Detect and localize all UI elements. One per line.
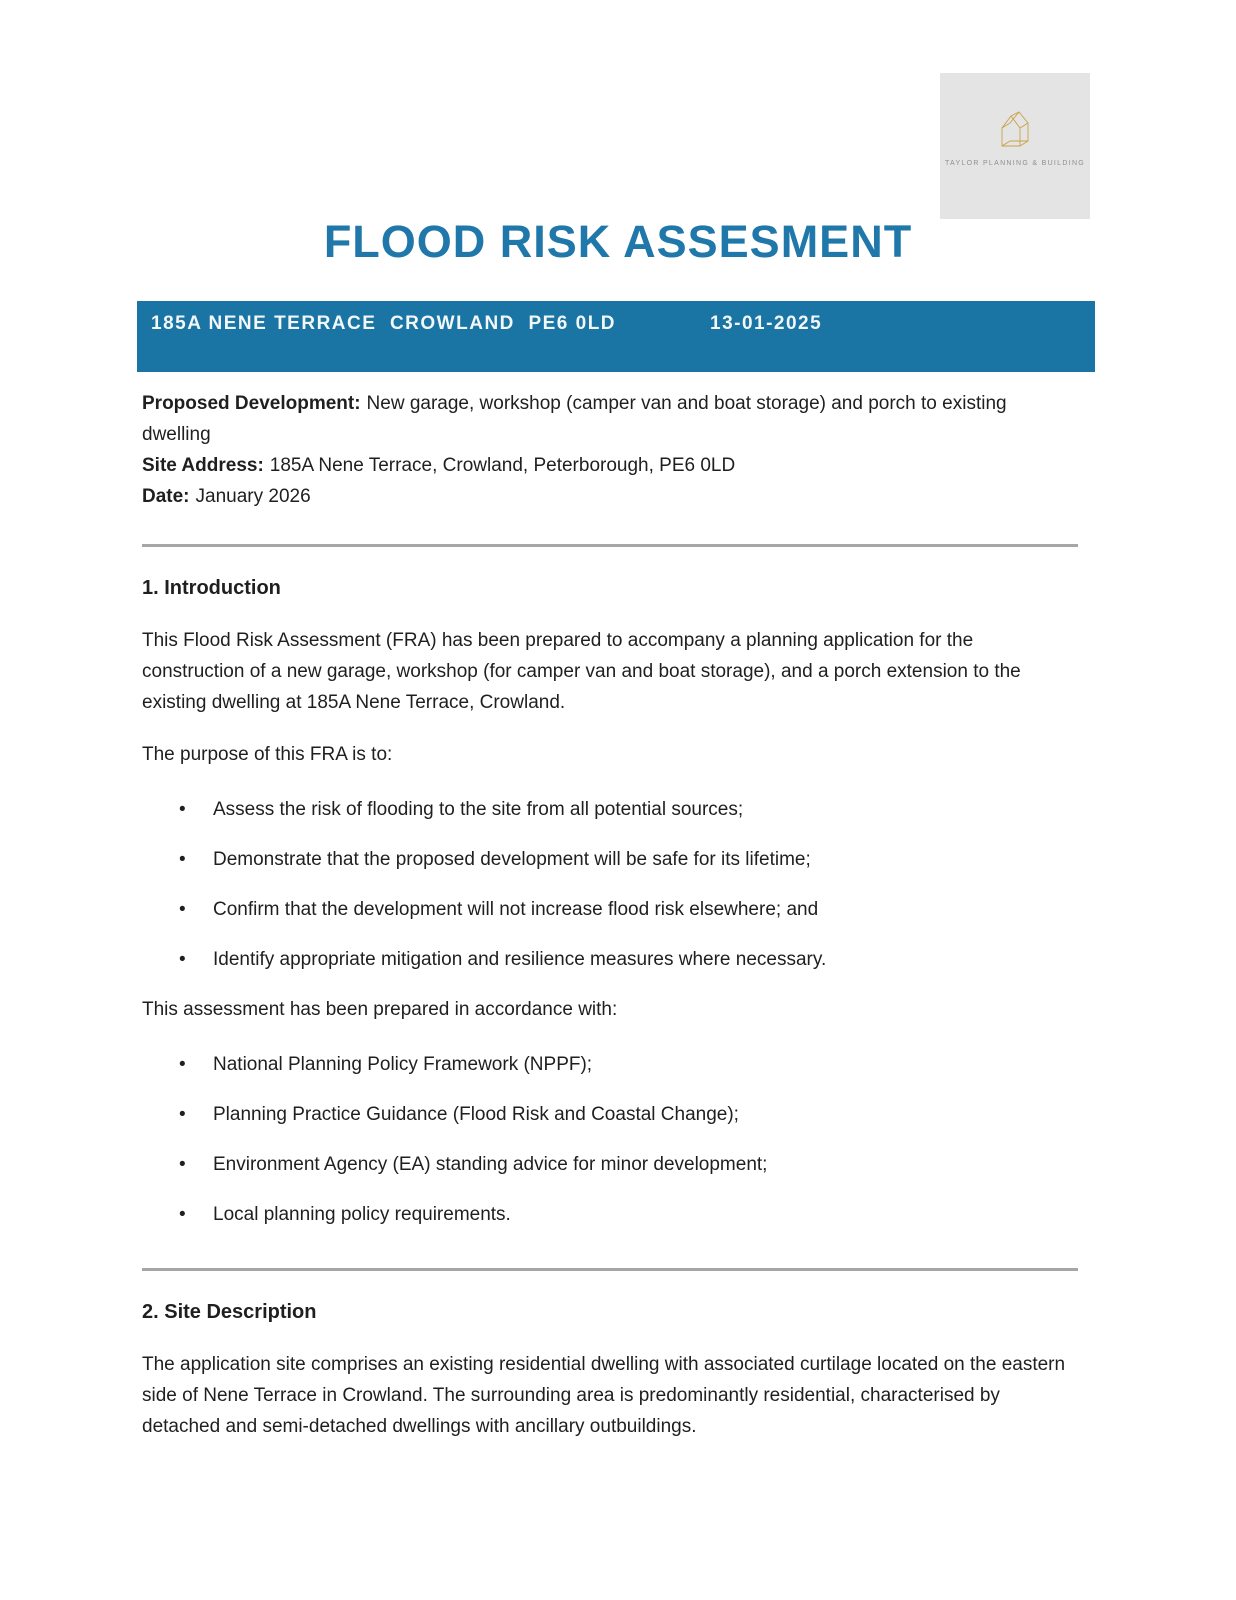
purpose-list: [142, 794, 1078, 975]
site-address-value: 185A Nene Terrace, Crowland, Peterborough, PE6 0LD: [269, 455, 736, 476]
intro-paragraph: This Flood Risk Assessment (FRA) has been prepared to accompany a planning application for the construction of a new garage, workshop (for camper van and boat storage), and a porch extension to the existing dwelling at 185A Nene Terrace, Crowland.: [142, 630, 1021, 713]
accordance-intro: This assessment has been prepared in accordance with:: [142, 999, 618, 1020]
list-item: • Assess the risk of flooding to the site from all potential sources;: [142, 794, 1078, 825]
accordance-list: [142, 1049, 1078, 1230]
proposed-development-row: [142, 388, 1078, 450]
banner-date: 13-01-2025: [710, 313, 823, 334]
section-divider: [142, 1268, 1078, 1271]
summary-details: [142, 388, 1078, 512]
document-body: [142, 388, 1078, 1442]
banner-address: 185A NENE TERRACE CROWLAND PE6 0LD: [151, 313, 617, 334]
company-logo: [940, 73, 1090, 219]
list-item: • National Planning Policy Framework (NPPF);: [142, 1049, 1078, 1080]
list-item: • Confirm that the development will not increase flood risk elsewhere; and: [142, 894, 1078, 925]
address-banner: [137, 301, 1095, 372]
site-address-row: [142, 450, 1078, 481]
list-item: • Planning Practice Guidance (Flood Risk and Coastal Change);: [142, 1099, 1078, 1130]
list-item: • Local planning policy requirements.: [142, 1199, 1078, 1230]
section-heading-introduction: 1. Introduction: [142, 577, 281, 599]
date-value: January 2026: [195, 486, 311, 507]
proposed-development-value: New garage, workshop (camper van and boat storage) and porch to existing dwelling: [142, 393, 1007, 445]
list-item: • Identify appropriate mitigation and resilience measures where necessary.: [142, 944, 1078, 975]
proposed-development-label: Proposed Development:: [142, 393, 361, 414]
logo-caption: TAYLOR PLANNING & BUILDING: [944, 160, 1086, 167]
site-address-label: Site Address:: [142, 455, 264, 476]
site-description-paragraph: The application site comprises an existing residential dwelling with associated curtilage located on the eastern side of Nene Terrace in Crowland. The surrounding area is predominantly residential, characterised by detached and semi-detached dwellings with ancillary outbuildings.: [142, 1354, 1066, 1437]
date-row: [142, 481, 1078, 512]
list-item: • Demonstrate that the proposed development will be safe for its lifetime;: [142, 844, 1078, 875]
purpose-intro: The purpose of this FRA is to:: [142, 744, 393, 765]
section-heading-site-description: 2. Site Description: [142, 1301, 317, 1323]
date-label: Date:: [142, 486, 190, 507]
document-title: FLOOD RISK ASSESMENT: [323, 216, 913, 267]
house-wireframe-icon: [940, 111, 1090, 156]
section-divider: [142, 544, 1078, 547]
list-item: • Environment Agency (EA) standing advice for minor development;: [142, 1149, 1078, 1180]
